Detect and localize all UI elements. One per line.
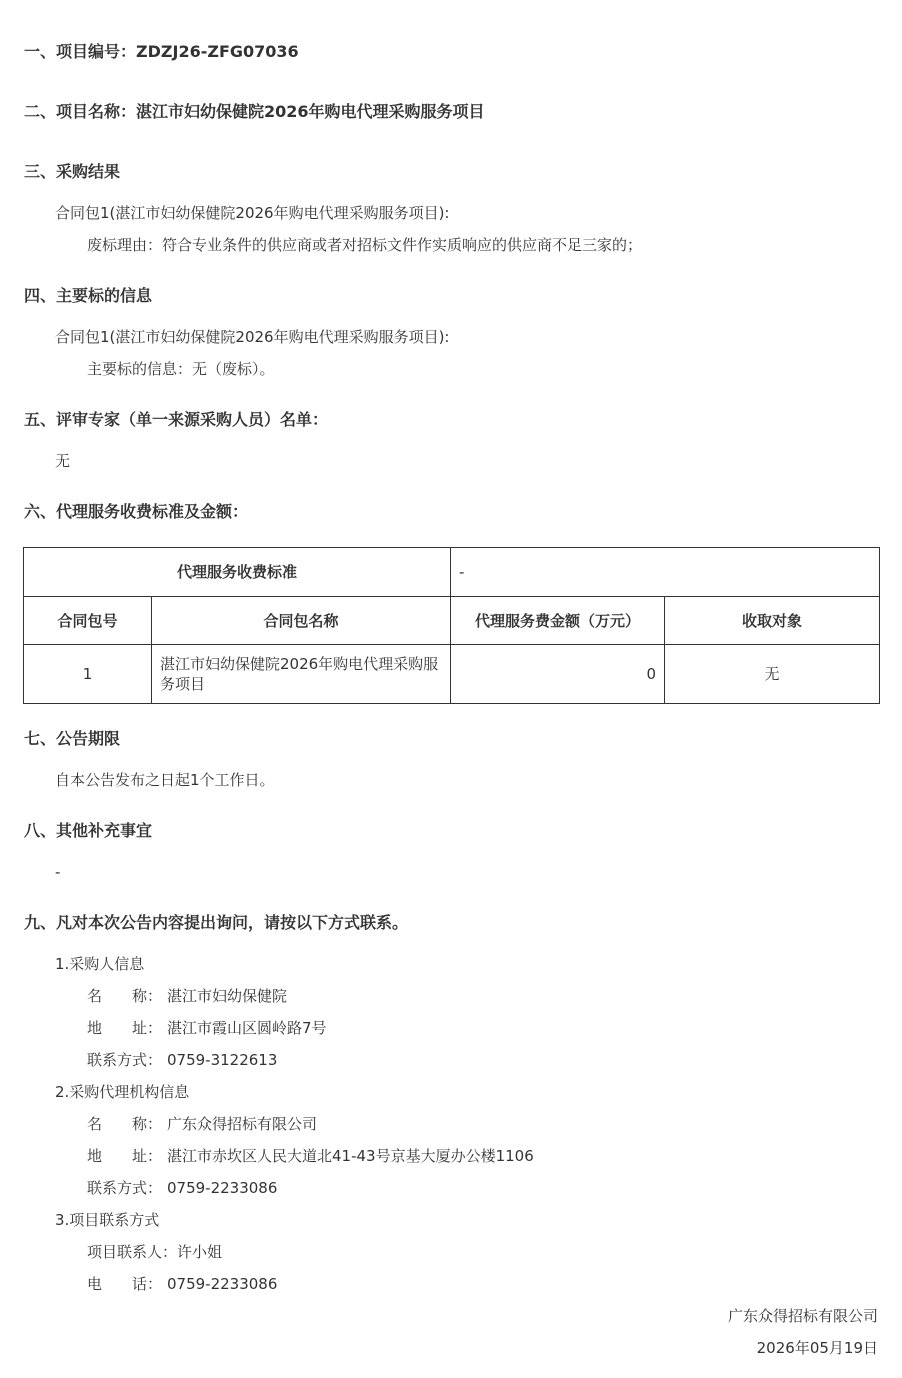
signature-date: 2026年05月19日 bbox=[756, 1339, 878, 1357]
agency-name: 广东众得招标有限公司 bbox=[167, 1115, 318, 1133]
section-other-matters-title: 八、其他补充事宜 bbox=[24, 821, 153, 840]
section-main-subject-title: 四、主要标的信息 bbox=[24, 286, 153, 305]
other-matters-value: - bbox=[55, 863, 61, 881]
cell-fee-amount: 0 bbox=[451, 645, 665, 704]
section-agency-fee-title: 六、代理服务收费标准及金额： bbox=[24, 502, 249, 521]
subject-package-line: 合同包1(湛江市妇幼保健院2026年购电代理采购服务项目): bbox=[55, 328, 450, 346]
result-failure-reason: 废标理由：符合专业条件的供应商或者对招标文件作实质响应的供应商不足三家的； bbox=[87, 236, 643, 254]
purchaser-address-line bbox=[87, 1018, 327, 1038]
purchaser-address-label: 地 址： bbox=[87, 1019, 163, 1037]
cell-package-no: 1 bbox=[24, 645, 152, 704]
project-phone-label: 电 话： bbox=[87, 1275, 163, 1293]
project-person: 许小姐 bbox=[177, 1243, 223, 1261]
purchaser-contact-label: 联系方式： bbox=[87, 1051, 163, 1069]
agency-address-label: 地 址： bbox=[87, 1147, 163, 1165]
project-person-label: 项目联系人： bbox=[87, 1243, 178, 1261]
col-header-package-name: 合同包名称 bbox=[152, 597, 451, 645]
purchaser-contact: 0759-3122613 bbox=[167, 1051, 278, 1069]
agency-name-label: 名 称： bbox=[87, 1115, 163, 1133]
fee-standard-label: 代理服务收费标准 bbox=[24, 548, 451, 597]
result-package-line: 合同包1(湛江市妇幼保健院2026年购电代理采购服务项目): bbox=[55, 204, 450, 222]
project-phone-line bbox=[87, 1274, 277, 1294]
signature-company: 广东众得招标有限公司 bbox=[727, 1307, 878, 1325]
experts-value: 无 bbox=[55, 452, 71, 470]
agency-address: 湛江市赤坎区人民大道北41-43号京基大厦办公楼1106 bbox=[167, 1147, 534, 1165]
purchaser-heading: 1.采购人信息 bbox=[55, 955, 145, 973]
section-experts-title: 五、评审专家（单一来源采购人员）名单： bbox=[24, 410, 329, 429]
project-person-line bbox=[87, 1242, 222, 1262]
section-notice-period-title: 七、公告期限 bbox=[24, 729, 121, 748]
section-contact-title: 九、凡对本次公告内容提出询问，请按以下方式联系。 bbox=[24, 913, 409, 932]
section-procurement-result-title: 三、采购结果 bbox=[24, 162, 121, 181]
agency-fee-table bbox=[23, 547, 880, 704]
purchaser-contact-line bbox=[87, 1050, 277, 1070]
purchaser-name-line bbox=[87, 986, 287, 1006]
cell-fee-payer: 无 bbox=[665, 645, 880, 704]
purchaser-name: 湛江市妇幼保健院 bbox=[167, 987, 288, 1005]
fee-header-row bbox=[24, 597, 880, 645]
agency-address-line bbox=[87, 1146, 534, 1166]
agency-heading: 2.采购代理机构信息 bbox=[55, 1083, 190, 1101]
agency-name-line bbox=[87, 1114, 317, 1134]
subject-info-line: 主要标的信息：无（废标）。 bbox=[87, 360, 275, 378]
section-project-name: 二、项目名称：湛江市妇幼保健院2026年购电代理采购服务项目 bbox=[24, 102, 485, 121]
col-header-package-no: 合同包号 bbox=[24, 597, 152, 645]
table-row bbox=[24, 645, 880, 704]
agency-contact-line bbox=[87, 1178, 277, 1198]
col-header-fee-amount: 代理服务费金额（万元） bbox=[451, 597, 665, 645]
notice-period-value: 自本公告发布之日起1个工作日。 bbox=[55, 771, 275, 789]
project-phone: 0759-2233086 bbox=[167, 1275, 278, 1293]
cell-package-name: 湛江市妇幼保健院2026年购电代理采购服务项目 bbox=[152, 645, 451, 704]
fee-standard-row bbox=[24, 548, 880, 597]
fee-standard-value: - bbox=[451, 548, 880, 597]
agency-contact: 0759-2233086 bbox=[167, 1179, 278, 1197]
purchaser-name-label: 名 称： bbox=[87, 987, 163, 1005]
project-contact-heading: 3.项目联系方式 bbox=[55, 1211, 160, 1229]
col-header-fee-payer: 收取对象 bbox=[665, 597, 880, 645]
section-project-number: 一、项目编号：ZDZJ26-ZFG07036 bbox=[24, 42, 299, 61]
agency-contact-label: 联系方式： bbox=[87, 1179, 163, 1197]
purchaser-address: 湛江市霞山区圆岭路7号 bbox=[167, 1019, 327, 1037]
